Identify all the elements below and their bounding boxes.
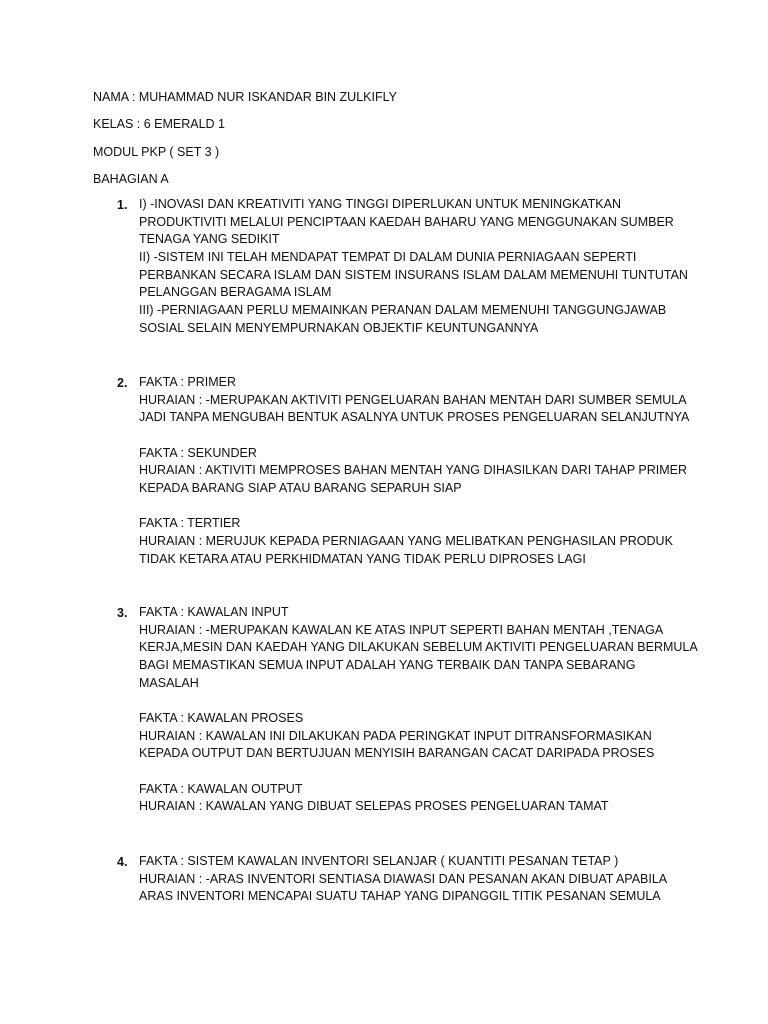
item-line: FAKTA : SEKUNDER: [139, 445, 257, 460]
item-line: FAKTA : SISTEM KAWALAN INVENTORI SELANJAR ( KUANTITI PESANAN TETAP ): [139, 854, 619, 868]
item-line: I) -INOVASI DAN KREATIVITI YANG TINGGI DIPERLUKAN UNTUK MENINGKATKAN: [139, 197, 622, 211]
blank-line: [139, 692, 679, 710]
item-line: III) -PERNIAGAAN PERLU MEMAINKAN PERANAN DALAM MEMENUHI TANGGUNGJAWAB: [139, 303, 667, 318]
item-line: HURAIAN : -ARAS INVENTORI SENTIASA DIAWASI DAN PESANAN AKAN DIBUAT APABILA: [139, 871, 668, 886]
item-line: PRODUKTIVITI MELALUI PENCIPTAAN KAEDAH BAHARU YANG MENGGUNAKAN SUMBER: [139, 214, 674, 229]
item-line: KEPADA OUTPUT DAN BERTUJUAN MENYISIH BARANGAN CACAT DARIPADA PROSES: [139, 746, 655, 761]
item-line: FAKTA : KAWALAN OUTPUT: [139, 781, 303, 796]
item-line: PELANGGAN BERAGAMA ISLAM: [139, 285, 332, 300]
item-line: FAKTA : PRIMER: [139, 375, 237, 389]
item-line: PERBANKAN SECARA ISLAM DAN SISTEM INSURANS ISLAM DALAM MEMENUHI TUNTUTAN: [139, 267, 688, 282]
item-body: [139, 853, 679, 906]
item-line: FAKTA : KAWALAN PROSES: [139, 710, 304, 725]
item-line: FAKTA : KAWALAN INPUT: [139, 605, 289, 619]
item-body: [139, 604, 698, 816]
item-line: HURAIAN : MERUJUK KEPADA PERNIAGAAN YANG MELIBATKAN PENGHASILAN PRODUK: [139, 533, 673, 548]
item-line: JADI TANPA MENGUBAH BENTUK ASALNYA UNTUK PROSES PENGELUARAN SELANJUTNYA: [139, 410, 690, 425]
item-line: KERJA,MESIN DAN KAEDAH YANG DILAKUKAN SEBELUM AKTIVITI PENGELUARAN BERMULA: [139, 640, 698, 655]
item-body: [139, 196, 688, 338]
item-number: 4.: [117, 855, 128, 869]
item-line: MASALAH: [139, 675, 199, 690]
student-class: KELAS : 6 EMERALD 1: [93, 117, 226, 131]
blank-line: [139, 498, 679, 516]
blank-line: [139, 763, 679, 781]
item-body: [139, 374, 690, 568]
item-line: BAGI MEMASTIKAN SEMUA INPUT ADALAH YANG TERBAIK DAN TANPA SEBARANG: [139, 658, 636, 673]
item-number: 2.: [117, 376, 128, 390]
item-line: HURAIAN : KAWALAN INI DILAKUKAN PADA PERINGKAT INPUT DITRANSFORMASIKAN: [139, 728, 652, 743]
item-line: ARAS INVENTORI MENCAPAI SUATU TAHAP YANG DIPANGGIL TITIK PESANAN SEMULA: [139, 889, 661, 904]
item-line: SOSIAL SELAIN MENYEMPURNAKAN OBJEKTIF KEUNTUNGANNYA: [139, 320, 539, 335]
item-line: HURAIAN : KAWALAN YANG DIBUAT SELEPAS PROSES PENGELUARAN TAMAT: [139, 799, 609, 814]
item-line: KEPADA BARANG SIAP ATAU BARANG SEPARUH SIAP: [139, 480, 462, 495]
item-line: FAKTA : TERTIER: [139, 516, 241, 531]
item-line: TIDAK KETARA ATAU PERKHIDMATAN YANG TIDAK PERLU DIPROSES LAGI: [139, 551, 586, 566]
student-name: NAMA : MUHAMMAD NUR ISKANDAR BIN ZULKIFLY: [93, 90, 397, 104]
item-line: II) -SISTEM INI TELAH MENDAPAT TEMPAT DI DALAM DUNIA PERNIAGAAN SEPERTI: [139, 250, 637, 265]
item-number: 1.: [117, 198, 128, 212]
item-line: TENAGA YANG SEDIKIT: [139, 232, 280, 247]
module-title: MODUL PKP ( SET 3 ): [93, 145, 220, 159]
item-line: HURAIAN : -MERUPAKAN AKTIVITI PENGELUARAN BAHAN MENTAH DARI SUMBER SEMULA: [139, 392, 687, 407]
item-line: HURAIAN : AKTIVITI MEMPROSES BAHAN MENTAH YANG DIHASILKAN DARI TAHAP PRIMER: [139, 463, 688, 478]
blank-line: [139, 427, 679, 445]
item-number: 3.: [117, 606, 128, 620]
item-line: HURAIAN : -MERUPAKAN KAWALAN KE ATAS INPUT SEPERTI BAHAN MENTAH ,TENAGA: [139, 622, 664, 637]
section-title: BAHAGIAN A: [93, 172, 169, 186]
